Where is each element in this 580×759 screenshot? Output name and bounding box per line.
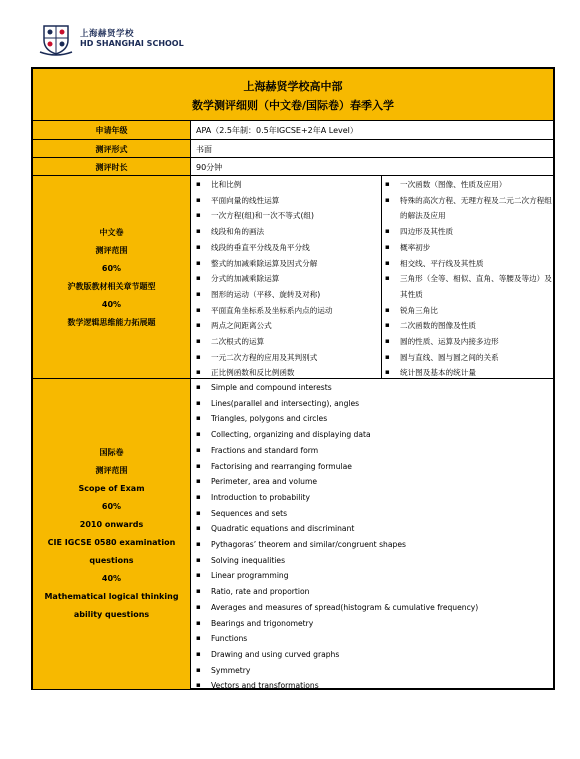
topic-item: ▪ Introduction to probability [193,490,478,506]
topic-item: ▪ Ratio, rate and proportion [193,584,478,600]
topic-item: ▪ 圆与直线、圆与圆之间的关系 [382,350,552,366]
topic-item: ▪ 线段和角的画法 [193,224,333,240]
school-name-en: HD SHANGHAI SCHOOL [80,39,184,49]
topic-item: ▪ 平面向量的线性运算 [193,193,333,209]
intl-label-line: 40% [101,574,122,583]
topic-item: ▪ 锐角三角比 [382,303,552,319]
row-format [33,139,553,158]
topic-item: ▪ Quadratic equations and discriminant [193,521,478,537]
topic-item: ▪ Linear programming [193,568,478,584]
duration-value: 90分钟 [196,162,223,172]
chinese-topics-left [193,177,333,381]
topic-item: ▪ 整式的加减乘除运算及因式分解 [193,256,333,272]
title-line-1: 上海赫贤学校高中部 [243,80,343,93]
topic-item: ▪ 一次函数（图像、性质及应用） [382,177,552,193]
topic-item: ▪ Averages and measures of spread(histogram & cumulative frequency) [193,600,478,616]
topic-item: ▪ Fractions and standard form [193,443,478,459]
topic-item: ▪ Triangles, polygons and circles [193,411,478,427]
intl-label-line: 测评范围 [95,466,128,475]
topic-item: ▪ 相交线、平行线及其性质 [382,256,552,272]
format-label: 测评形式 [33,140,191,158]
row-chinese-paper [33,175,553,379]
chinese-label-line: 测评范围 [95,245,128,255]
intl-label-line: ability questions [73,610,150,619]
format-value: 书面 [196,144,212,154]
intl-label-line: 60% [101,502,122,511]
topic-item: ▪ Simple and compound interests [193,380,478,396]
assessment-table [31,67,555,690]
topic-item: ▪ Solving inequalities [193,553,478,569]
topic-item: ▪ 两点之间距离公式 [193,318,333,334]
duration-label: 测评时长 [33,158,191,176]
international-topics [193,380,478,694]
topic-item: ▪ 一次方程(组)和一次不等式(组) [193,208,333,224]
chinese-label-line: 60% [101,263,122,273]
school-crest-icon [38,22,74,56]
table-title [33,69,553,120]
topic-item: ▪ 图形的运动（平移、旋转及对称) [193,287,333,303]
topic-item: ▪ 比和比例 [193,177,333,193]
chinese-topics-right [382,177,552,381]
topic-item: ▪ 三角形（全等、相似、直角、等腰及等边）及其性质 [382,271,552,302]
topic-item: ▪ Vectors and transformations [193,678,478,694]
school-header [38,22,184,56]
topic-item: ▪ Pythagoras’ theorem and similar/congruent shapes [193,537,478,553]
topic-item: ▪ 正比例函数和反比例函数 [193,365,333,381]
intl-label-line: CIE IGCSE 0580 examination [47,538,176,547]
intl-label-line: Mathematical logical thinking [44,592,179,601]
topic-item: ▪ Sequences and sets [193,506,478,522]
topic-item: ▪ 四边形及其性质 [382,224,552,240]
intl-label-line: Scope of Exam [78,484,145,493]
topic-item: ▪ Factorising and rearranging formulae [193,459,478,475]
topic-item: ▪ 圆的性质、运算及内接多边形 [382,334,552,350]
topic-item: ▪ Drawing and using curved graphs [193,647,478,663]
intl-label-line: 2010 onwards [79,520,144,529]
topic-item: ▪ 分式的加减乘除运算 [193,271,333,287]
topic-item: ▪ Perimeter, area and volume [193,474,478,490]
topic-item: ▪ Collecting, organizing and displaying data [193,427,478,443]
grade-value: APA（2.5年制：0.5年IGCSE+2年A Level） [196,126,358,135]
topic-item: ▪ Functions [193,631,478,647]
topic-item: ▪ 概率初步 [382,240,552,256]
row-duration [33,157,553,176]
topic-item: ▪ 平面直角坐标系及坐标系内点的运动 [193,303,333,319]
international-paper-label [33,379,191,689]
chinese-label-line: 中文卷 [99,227,124,237]
topic-item: ▪ 统计图及基本的统计量 [382,365,552,381]
topic-item: ▪ Symmetry [193,663,478,679]
topic-item: ▪ 一元二次方程的应用及其判别式 [193,350,333,366]
intl-label-line: questions [89,556,134,565]
title-line-2: 数学测评细则（中文卷/国际卷）春季入学 [191,99,395,112]
school-name-cn: 上海赫贤学校 [80,28,135,39]
topic-item: ▪ 二次函数的图像及性质 [382,318,552,334]
topic-item: ▪ 二次根式的运算 [193,334,333,350]
intl-label-line: 国际卷 [99,448,124,457]
row-grade [33,120,553,140]
row-international-paper [33,378,553,689]
grade-label: 申请年级 [33,121,191,140]
topic-item: ▪ 线段的垂直平分线及角平分线 [193,240,333,256]
chinese-paper-label [33,176,191,379]
chinese-label-line: 沪教版教材相关章节题型 [67,281,156,291]
chinese-label-line: 40% [101,299,122,309]
chinese-label-line: 数学逻辑思维能力拓展题 [67,317,156,327]
topic-item: ▪ 特殊的高次方程、无理方程及二元二次方程组的解法及应用 [382,193,552,224]
topic-item: ▪ Bearings and trigonometry [193,616,478,632]
topic-item: ▪ Lines(parallel and intersecting), angles [193,396,478,412]
